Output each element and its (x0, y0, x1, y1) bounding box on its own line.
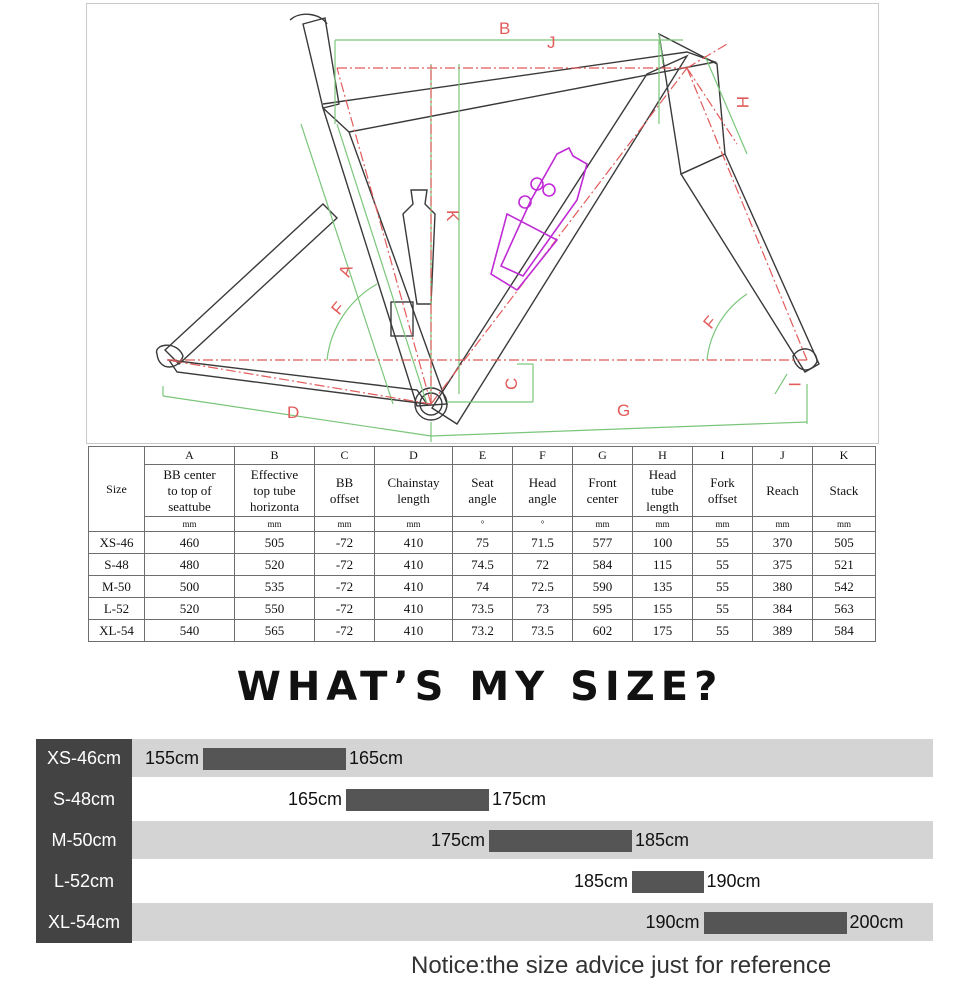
green-reference-lines (163, 34, 807, 442)
table-cell: 542 (813, 576, 876, 598)
dim-label-j: J (547, 33, 556, 52)
table-row (89, 532, 876, 554)
column-name-line: angle (528, 490, 557, 506)
dim-label-h: H (733, 96, 752, 109)
size-cell: M-50 (89, 576, 145, 598)
column-unit: mm (813, 517, 876, 532)
red-centre-lines (167, 44, 807, 404)
column-name-line: Chainstay (387, 474, 440, 490)
column-unit: mm (693, 517, 753, 532)
table-cell: 384 (753, 598, 813, 620)
height-range-bar (203, 748, 346, 770)
column-letter: B (235, 447, 315, 465)
column-letter: I (693, 447, 753, 465)
table-cell: 389 (753, 620, 813, 642)
column-name (375, 465, 453, 517)
column-name-line: Head (528, 474, 557, 490)
table-cell: 155 (633, 598, 693, 620)
table-cell: 72.5 (513, 576, 573, 598)
column-unit: mm (235, 517, 315, 532)
column-name-line: top tube (253, 482, 296, 498)
column-name-line: Stack (829, 482, 859, 498)
table-cell: 73.2 (453, 620, 513, 642)
column-name-line: BB center (163, 466, 216, 482)
dim-label-c: C (502, 377, 521, 390)
column-name-line: BB (335, 474, 354, 490)
column-name-line: Seat (471, 474, 494, 490)
table-cell: 540 (145, 620, 235, 642)
name-row (89, 465, 876, 517)
table-cell: 75 (453, 532, 513, 554)
column-unit: mm (375, 517, 453, 532)
min-height-label: 175cm (430, 830, 485, 850)
max-height-label: 200cm (849, 912, 904, 932)
column-name-line: Front (588, 474, 617, 490)
height-range-bar (632, 871, 704, 893)
table-cell: 410 (375, 620, 453, 642)
table-cell: 375 (753, 554, 813, 576)
table-cell: 370 (753, 532, 813, 554)
frame-drawing (87, 4, 880, 445)
frame-outline (157, 14, 819, 424)
size-heading: WHAT’S MY SIZE? (236, 664, 724, 710)
dim-label-a: A (334, 262, 357, 280)
height-range-bar (489, 830, 632, 852)
table-cell: 72 (513, 554, 573, 576)
table-cell: 73 (513, 598, 573, 620)
column-unit: ° (453, 517, 513, 532)
table-cell: 565 (235, 620, 315, 642)
table-cell: 505 (813, 532, 876, 554)
size-cell: XS-46 (89, 532, 145, 554)
size-row (36, 780, 933, 818)
table-cell: 505 (235, 532, 315, 554)
table-cell: -72 (315, 576, 375, 598)
column-unit: mm (315, 517, 375, 532)
column-name (693, 465, 753, 517)
min-height-label: 185cm (573, 871, 628, 891)
table-cell: 550 (235, 598, 315, 620)
table-cell: 410 (375, 532, 453, 554)
table-cell: -72 (315, 532, 375, 554)
column-name-line: center (586, 490, 619, 506)
table-cell: 584 (573, 554, 633, 576)
column-name-line: Reach (766, 482, 799, 498)
size-row (36, 821, 933, 859)
table-cell: 590 (573, 576, 633, 598)
column-name-line: tube (651, 482, 674, 498)
table-cell: -72 (315, 598, 375, 620)
column-letter: C (315, 447, 375, 465)
table-cell: 100 (633, 532, 693, 554)
column-unit: mm (573, 517, 633, 532)
table-cell: 520 (145, 598, 235, 620)
min-height-label: 190cm (645, 912, 700, 932)
column-name-line: offset (329, 490, 360, 506)
table-cell: 55 (693, 554, 753, 576)
size-row-background (132, 862, 933, 900)
size-label: S-48cm (36, 780, 132, 818)
column-letter: J (753, 447, 813, 465)
size-cell: S-48 (89, 554, 145, 576)
table-cell: 480 (145, 554, 235, 576)
table-cell: 55 (693, 576, 753, 598)
column-name-line: to top of (167, 482, 212, 498)
column-name-line: Fork (710, 474, 735, 490)
water-bottle-icon (491, 148, 587, 290)
column-unit: mm (145, 517, 235, 532)
table-cell: 55 (693, 532, 753, 554)
dim-label-i: I (785, 382, 804, 387)
column-name (813, 465, 876, 517)
table-cell: 55 (693, 620, 753, 642)
table-body (89, 532, 876, 642)
unit-row (89, 517, 876, 532)
table-cell: 115 (633, 554, 693, 576)
column-unit: mm (633, 517, 693, 532)
table-row (89, 554, 876, 576)
column-name-line: Effective (250, 466, 299, 482)
size-header: Size (89, 447, 145, 532)
column-letter: A (145, 447, 235, 465)
size-row (36, 739, 933, 777)
column-name (315, 465, 375, 517)
column-name (573, 465, 633, 517)
column-name (145, 465, 235, 517)
max-height-label: 185cm (635, 830, 690, 850)
size-label: XS-46cm (36, 739, 132, 777)
column-letter: D (375, 447, 453, 465)
frame-geometry-diagram (86, 3, 879, 444)
table-cell: 74 (453, 576, 513, 598)
letter-row (89, 447, 876, 465)
height-range-bar (704, 912, 847, 934)
table-cell: 71.5 (513, 532, 573, 554)
size-label: M-50cm (36, 821, 132, 859)
height-range-bar (346, 789, 489, 811)
column-name (633, 465, 693, 517)
table-row (89, 620, 876, 642)
column-name-line: length (397, 490, 430, 506)
column-letter: H (633, 447, 693, 465)
column-name-line: horizonta (249, 498, 300, 514)
column-letter: K (813, 447, 876, 465)
table-cell: 521 (813, 554, 876, 576)
column-name (513, 465, 573, 517)
table-cell: 55 (693, 598, 753, 620)
table-cell: 563 (813, 598, 876, 620)
table-cell: 73.5 (453, 598, 513, 620)
table-row (89, 576, 876, 598)
table-cell: 577 (573, 532, 633, 554)
column-name-line: Head (648, 466, 677, 482)
table-cell: -72 (315, 554, 375, 576)
table-cell: 74.5 (453, 554, 513, 576)
dim-label-g: G (617, 401, 631, 420)
column-letter: E (453, 447, 513, 465)
table-cell: 73.5 (513, 620, 573, 642)
column-name-line: seattube (168, 498, 211, 514)
table-cell: 380 (753, 576, 813, 598)
dim-label-f-front: F (699, 312, 721, 333)
table-cell: 520 (235, 554, 315, 576)
table-cell: 135 (633, 576, 693, 598)
table-cell: 410 (375, 554, 453, 576)
dim-label-b: B (499, 19, 511, 38)
table-cell: 175 (633, 620, 693, 642)
table-cell: 535 (235, 576, 315, 598)
table-cell: 410 (375, 576, 453, 598)
dim-label-f-rear: F (327, 298, 349, 319)
size-row (36, 862, 933, 900)
max-height-label: 175cm (492, 789, 547, 809)
geometry-table (88, 446, 876, 642)
dim-label-k: K (443, 210, 462, 222)
max-height-label: 190cm (706, 871, 761, 891)
table-cell: 410 (375, 598, 453, 620)
column-name (453, 465, 513, 517)
column-letter: F (513, 447, 573, 465)
table-cell: 500 (145, 576, 235, 598)
column-unit: ° (513, 517, 573, 532)
size-label: L-52cm (36, 862, 132, 900)
max-height-label: 165cm (349, 748, 404, 768)
table-cell: 602 (573, 620, 633, 642)
column-name-line: length (646, 498, 679, 514)
column-name (235, 465, 315, 517)
size-label: XL-54cm (36, 903, 132, 941)
size-cell: L-52 (89, 598, 145, 620)
column-name-line: angle (468, 490, 497, 506)
column-letter: G (573, 447, 633, 465)
min-height-label: 165cm (287, 789, 342, 809)
min-height-label: 155cm (144, 748, 199, 768)
size-row (36, 903, 933, 941)
dim-label-d: D (287, 403, 300, 422)
table-row (89, 598, 876, 620)
table-cell: -72 (315, 620, 375, 642)
column-name-line: offset (707, 490, 738, 506)
table-cell: 460 (145, 532, 235, 554)
table-cell: 584 (813, 620, 876, 642)
notice-text: Notice:the size advice just for reference (411, 952, 832, 979)
table-cell: 595 (573, 598, 633, 620)
column-unit: mm (753, 517, 813, 532)
size-cell: XL-54 (89, 620, 145, 642)
height-size-chart (36, 739, 933, 943)
column-name (753, 465, 813, 517)
